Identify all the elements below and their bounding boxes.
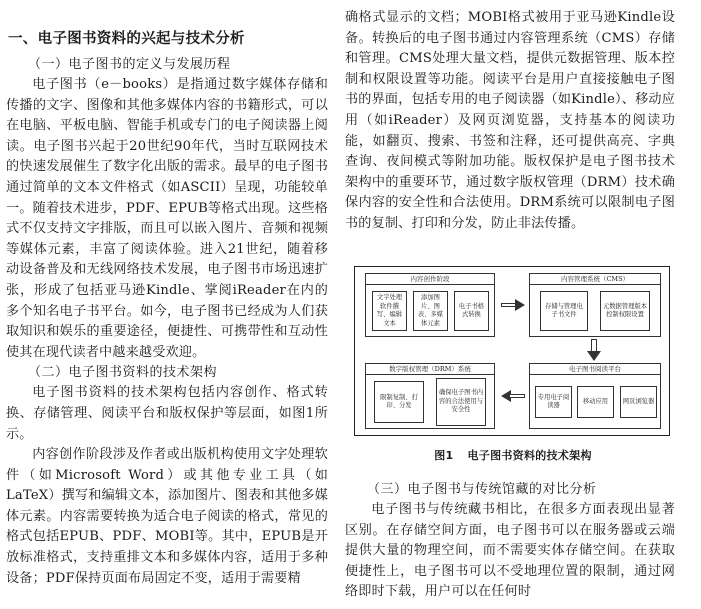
group-platform [529,363,661,429]
box-metadata: 元数据管理版本控制权限设置 [600,291,650,331]
paragraph-architecture-continued: 确格式显示的文档；MOBI格式被用于亚马逊Kindle设备。转换后的电子图书通过内容管理系统（CMS）存储和管理。CMS处理大量文档，提供元数据管理、版本控制和权限设置等功能。阅读平台是用户直接接触电子图书的界面，包括专用的电子阅读器（如Kindle）、移动应用（如iReader）及网页浏览器，支持基本的阅读功能，如翻页、搜索、书签和注释，还可提供高亮、字典查询、夜间模式等附加功能。版权保护是电子图书技术架构中的重要环节，通过数字版权管理（DRM）技术确保内容的安全性和合法使用。DRM系统可以限制电子图书的复制、打印和分发，防止非法传播。 [345,10,675,231]
subsection-2-title: （二）电子图书资料的技术架构 [28,365,218,381]
group-content-creation-title: 内容创作阶段 [366,274,494,285]
box-mobile-app: 移动应用 [577,386,614,418]
group-cms [529,273,661,337]
paragraph-ebook-definition: 电子图书（e－books）是指通过数字媒体存储和传播的文字、图像和其他多媒体内容的书籍形式，可以在电脑、平板电脑、智能手机或专门的电子阅读器上阅读。电子图书兴起于20世纪90年代，当时互联网技术的快速发展催生了数字化出版的需求。最早的电子图书通过简单的文本文件格式（如ASCII）呈现，功能较单一。随着技术进步，PDF、EPUB等格式出现。这些格式不仅支持文字排版，而且可以嵌入图片、音频和视频等媒体元素，丰富了阅读体验。进入21世纪，随着移动设备普及和无线网络技术发展，电子图书市场迅速扩张，形成了包括亚马逊Kindle、掌阅iReader在内的多个知名电子书平台。如今，电子图书已经成为人们获取知识和娱乐的重要途径，便捷性、可携带性和互动性使其在现代读者中越来越受欢迎。 [6,77,328,360]
paragraph-content-creation: 内容创作阶段涉及作者或出版机构使用文字处理软件（如Microsoft Word）或其他专业工具（如LaTeX）撰写和编辑文本，添加图片、图表和其他多媒体元素。内容需要转换为适合电子阅读的格式，常见的格式包括EPUB、PDF、MOBI等。其中，EPUB是开放标准格式，支持重排文本和多媒体内容，适用于多种设备；PDF保持页面布局固定不变，适用于需要精 [6,447,328,586]
section-title: 一、电子图书资料的兴起与技术分析 [8,31,245,47]
box-text-editing: 文字处理软件撰写、编辑文本 [372,291,407,331]
group-content-creation [365,273,495,337]
box-multimedia: 添加图片、图表、多媒体元素 [413,291,448,331]
paragraph-architecture-intro: 电子图书资料的技术架构包括内容创作、格式转换、存储管理、阅读平台和版权保护等层面，如图1所示。 [6,385,328,442]
architecture-diagram [354,266,670,436]
arrow-content-to-cms [501,300,525,310]
box-ereader: 专用电子阅读器 [535,386,572,418]
figure-caption-text: 电子图书资料的技术架构 [467,449,592,462]
group-cms-title: 内容管理系统（CMS） [530,274,660,285]
box-storage: 存储与管理电子书文件 [540,291,588,331]
group-platform-title: 电子图书阅读平台 [530,364,660,375]
figure-caption [355,447,671,463]
paragraph-comparison: 电子图书与传统藏书相比，在很多方面表现出显著区别。在存储空间方面，电子图书可以在服务器或云端提供大量的物理空间，而不需要实体存储空间。在获取便捷性上，电子图书可以不受地理位置的限制，通过网络即时下载，用户可以在任何时 [345,502,675,600]
group-drm-title: 数字版权管理（DRM）系统 [366,364,494,375]
left-column [6,0,328,589]
arrow-cms-to-platform [588,339,600,361]
box-legal-use: 确保电子图书内容的合法使用与安全性 [436,378,486,426]
subsection-3 [345,480,675,603]
arrow-platform-to-drm [501,391,525,401]
box-format-conversion: 电子书格式转换 [454,291,489,331]
subsection-1-title: （一）电子图书的定义与发展历程 [28,57,231,72]
box-web-browser: 网页浏览器 [620,386,657,418]
group-drm [365,363,495,429]
figure-caption-number: 图1 [434,449,454,462]
subsection-3-title: （三）电子图书与传统馆藏的对比分析 [367,482,597,497]
box-restrict: 限制复制、打印、分发 [374,381,424,423]
